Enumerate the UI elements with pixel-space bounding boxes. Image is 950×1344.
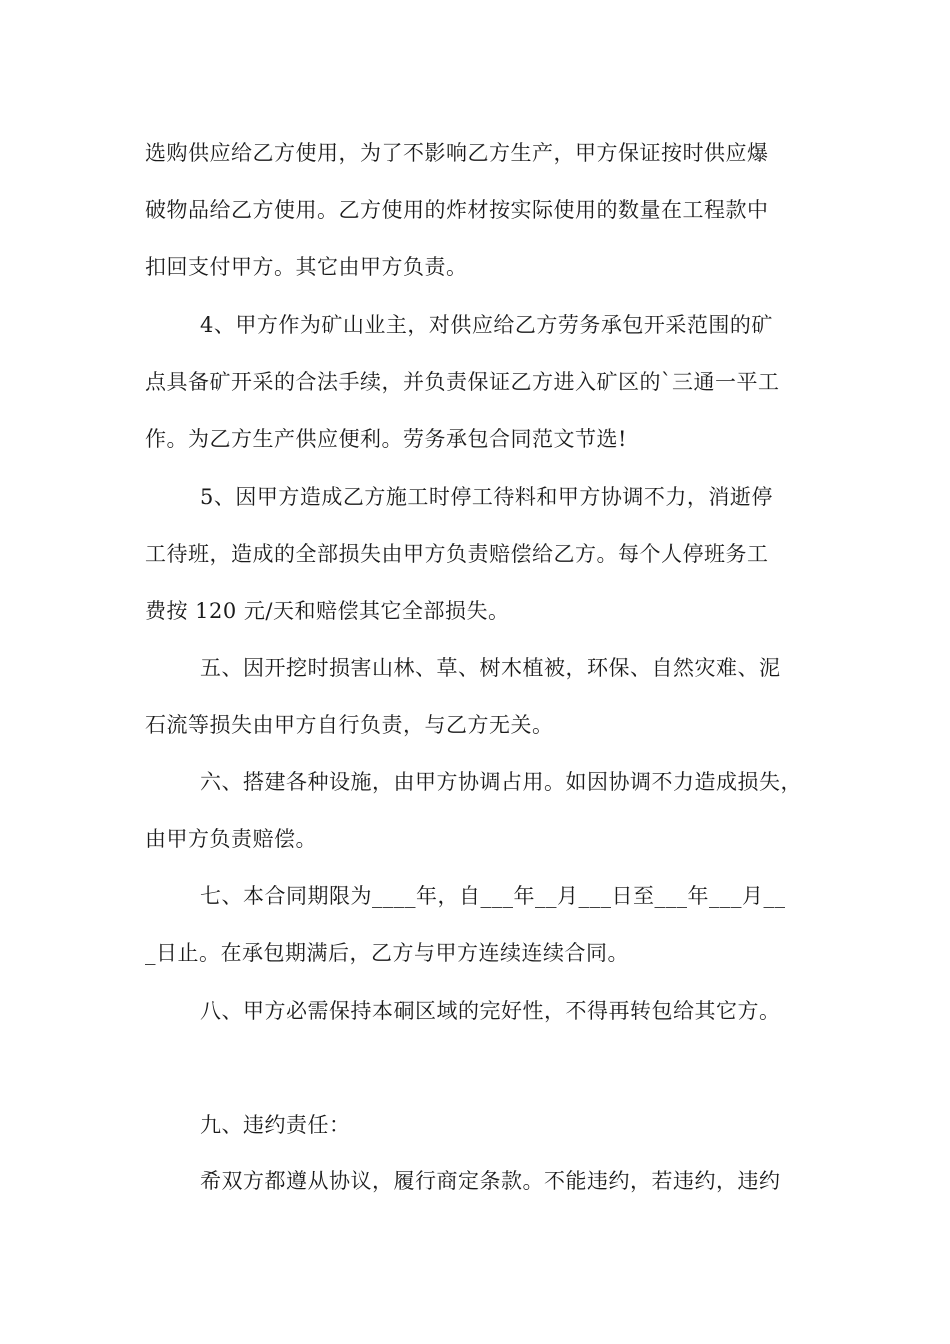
clause-nine-heading: 九、违约责任： — [200, 1113, 351, 1137]
paragraph-line: 石流等损失由甲方自行负责，与乙方无关。 — [145, 713, 554, 737]
paragraph-line: 破物品给乙方使用。乙方使用的炸材按实际使用的数量在工程款中 — [145, 198, 769, 222]
paragraph-line: 费按 120 元/天和赔偿其它全部损失。 — [145, 599, 510, 623]
clause-six-line: 六、搭建各种设施，由甲方协调占用。如因协调不力造成损失， — [200, 770, 802, 794]
clause-seven-line: 七、本合同期限为____年，自___年__月___日至___年___月__ — [200, 884, 786, 908]
clause-nine-line: 希双方都遵从协议，履行商定条款。不能违约，若违约，违约 — [200, 1169, 781, 1193]
clause-eight-line: 八、甲方必需保持本硐区域的完好性，不得再转包给其它方。 — [200, 999, 781, 1023]
paragraph-line: _日止。在承包期满后，乙方与甲方连续连续合同。 — [145, 941, 629, 965]
paragraph-line: 工待班，造成的全部损失由甲方负责赔偿给乙方。每个人停班务工 — [145, 542, 769, 566]
paragraph-line: 扣回支付甲方。其它由甲方负责。 — [145, 255, 468, 279]
paragraph-line: 由甲方负责赔偿。 — [145, 827, 317, 851]
paragraph-line: 点具备矿开采的合法手续，并负责保证乙方进入矿区的`三通一平工 — [145, 370, 780, 394]
paragraph-line: 作。为乙方生产供应便利。劳务承包合同范文节选! — [145, 427, 627, 451]
paragraph-line: 选购供应给乙方使用，为了不影响乙方生产，甲方保证按时供应爆 — [145, 141, 769, 165]
clause-4-line: 4、甲方作为矿山业主，对供应给乙方劳务承包开采范围的矿 — [200, 313, 773, 337]
clause-5-line: 5、因甲方造成乙方施工时停工待料和甲方协调不力，消逝停 — [200, 485, 773, 509]
clause-five-line: 五、因开挖时损害山林、草、树木植被，环保、自然灾难、泥 — [200, 656, 781, 680]
